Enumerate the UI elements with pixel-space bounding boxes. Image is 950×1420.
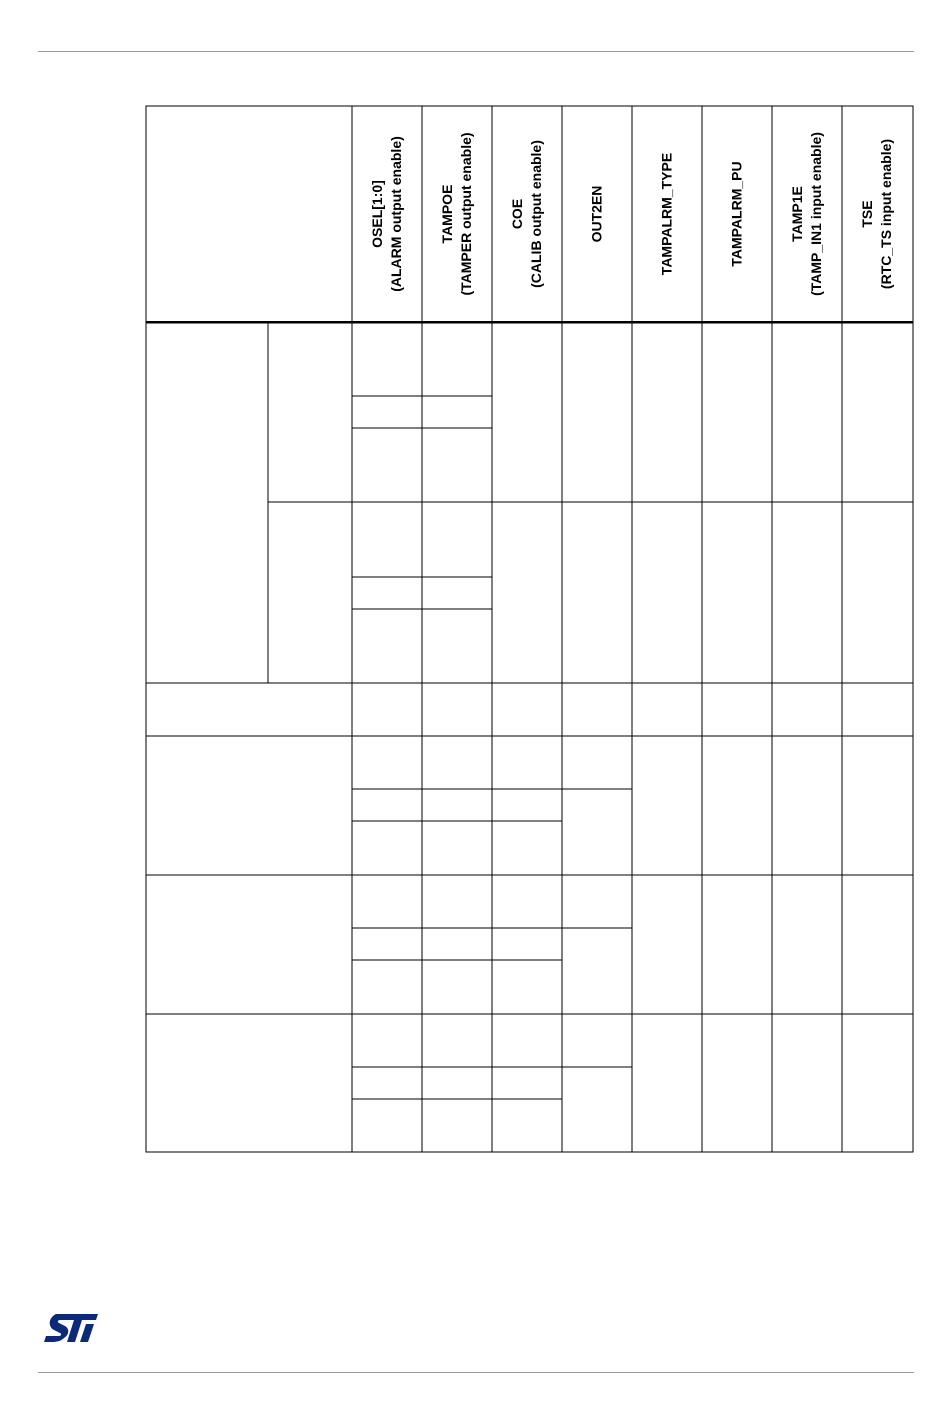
st-logo-t-bar [80,1324,94,1342]
st-logo-icon [42,1310,102,1346]
column-header-tamp1e: TAMP1E (TAMP_IN1 input enable) [789,132,824,296]
column-header-out2en: OUT2EN [588,185,605,243]
column-header-osel: OSEL[1:0] (ALARM output enable) [369,136,404,292]
column-header-coe: COE (CALIB output enable) [509,140,544,288]
footer-rule [38,1372,914,1373]
column-header-tse: TSE (RTC_TS input enable) [859,138,894,290]
column-header-tampalrm-pu: TAMPALRM_PU [728,161,745,267]
column-header-tampoe: TAMPOE (TAMPER output enable) [439,132,474,296]
column-header-tampalrm-type: TAMPALRM_TYPE [658,152,675,276]
